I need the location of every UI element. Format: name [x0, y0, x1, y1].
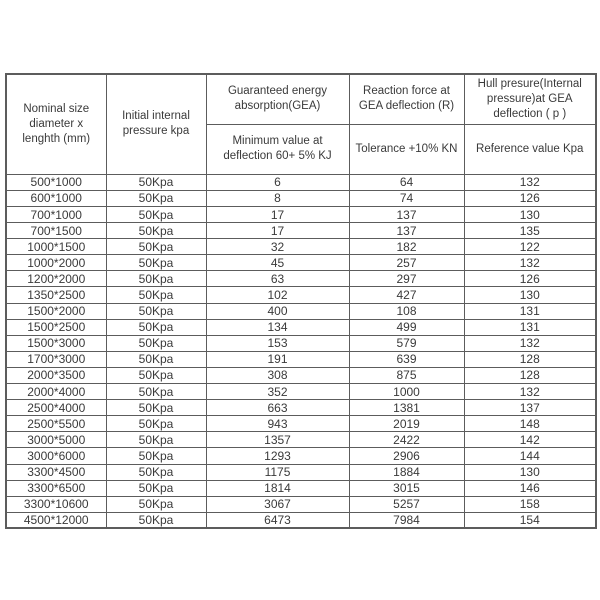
cell-gea-value: 63 [206, 271, 349, 287]
cell-reaction-force: 108 [349, 303, 464, 319]
cell-hull-pressure: 130 [464, 464, 596, 480]
cell-hull-pressure: 128 [464, 351, 596, 367]
cell-reaction-force: 875 [349, 367, 464, 383]
cell-gea-value: 1293 [206, 448, 349, 464]
cell-initial-pressure: 50Kpa [106, 303, 206, 319]
cell-hull-pressure: 146 [464, 480, 596, 496]
cell-hull-pressure: 131 [464, 319, 596, 335]
cell-reaction-force: 2422 [349, 432, 464, 448]
table-row [6, 400, 596, 416]
cell-initial-pressure: 50Kpa [106, 496, 206, 512]
cell-nominal-size: 700*1000 [6, 207, 106, 223]
table-row [6, 384, 596, 400]
header-nominal-size: Nominal size diameter x lenghth (mm) [6, 74, 106, 174]
cell-reaction-force: 64 [349, 174, 464, 190]
cell-initial-pressure: 50Kpa [106, 416, 206, 432]
cell-gea-value: 45 [206, 255, 349, 271]
cell-hull-pressure: 144 [464, 448, 596, 464]
fender-spec-table [5, 73, 597, 529]
cell-hull-pressure: 126 [464, 190, 596, 206]
cell-reaction-force: 1884 [349, 464, 464, 480]
cell-nominal-size: 2000*3500 [6, 367, 106, 383]
cell-gea-value: 8 [206, 190, 349, 206]
cell-hull-pressure: 131 [464, 303, 596, 319]
cell-reaction-force: 1381 [349, 400, 464, 416]
table-row [6, 271, 596, 287]
cell-nominal-size: 3300*10600 [6, 496, 106, 512]
cell-reaction-force: 137 [349, 223, 464, 239]
cell-nominal-size: 1000*1500 [6, 239, 106, 255]
cell-hull-pressure: 130 [464, 287, 596, 303]
table-row [6, 416, 596, 432]
header-reaction-tolerance: Tolerance +10% KN [349, 124, 464, 174]
cell-hull-pressure: 132 [464, 255, 596, 271]
cell-gea-value: 1814 [206, 480, 349, 496]
cell-nominal-size: 1200*2000 [6, 271, 106, 287]
cell-gea-value: 134 [206, 319, 349, 335]
cell-gea-value: 308 [206, 367, 349, 383]
cell-hull-pressure: 132 [464, 384, 596, 400]
cell-nominal-size: 500*1000 [6, 174, 106, 190]
cell-hull-pressure: 137 [464, 400, 596, 416]
cell-nominal-size: 1500*2000 [6, 303, 106, 319]
cell-reaction-force: 74 [349, 190, 464, 206]
cell-initial-pressure: 50Kpa [106, 400, 206, 416]
cell-reaction-force: 257 [349, 255, 464, 271]
cell-reaction-force: 137 [349, 207, 464, 223]
table-row [6, 319, 596, 335]
cell-gea-value: 352 [206, 384, 349, 400]
cell-gea-value: 1175 [206, 464, 349, 480]
cell-hull-pressure: 132 [464, 174, 596, 190]
cell-hull-pressure: 158 [464, 496, 596, 512]
table-row [6, 223, 596, 239]
cell-reaction-force: 427 [349, 287, 464, 303]
cell-gea-value: 17 [206, 223, 349, 239]
cell-reaction-force: 639 [349, 351, 464, 367]
header-hull-pressure: Hull presure(Internal pressure)at GEA deflection ( p ) [464, 74, 596, 124]
table-row [6, 255, 596, 271]
cell-initial-pressure: 50Kpa [106, 255, 206, 271]
cell-gea-value: 1357 [206, 432, 349, 448]
cell-initial-pressure: 50Kpa [106, 287, 206, 303]
cell-nominal-size: 1500*2500 [6, 319, 106, 335]
cell-nominal-size: 1500*3000 [6, 335, 106, 351]
header-row-top [6, 74, 596, 124]
cell-initial-pressure: 50Kpa [106, 384, 206, 400]
header-initial-pressure: Initial internal pressure kpa [106, 74, 206, 174]
cell-initial-pressure: 50Kpa [106, 239, 206, 255]
cell-gea-value: 663 [206, 400, 349, 416]
table-row [6, 303, 596, 319]
header-gea-minimum-value: Minimum value at deflection 60+ 5% KJ [206, 124, 349, 174]
cell-gea-value: 400 [206, 303, 349, 319]
cell-initial-pressure: 50Kpa [106, 335, 206, 351]
cell-reaction-force: 2019 [349, 416, 464, 432]
cell-gea-value: 3067 [206, 496, 349, 512]
cell-hull-pressure: 130 [464, 207, 596, 223]
cell-nominal-size: 3300*6500 [6, 480, 106, 496]
cell-gea-value: 943 [206, 416, 349, 432]
table-row [6, 448, 596, 464]
table-row [6, 335, 596, 351]
header-hull-reference-value: Reference value Kpa [464, 124, 596, 174]
table-row [6, 190, 596, 206]
cell-hull-pressure: 122 [464, 239, 596, 255]
cell-nominal-size: 600*1000 [6, 190, 106, 206]
cell-initial-pressure: 50Kpa [106, 174, 206, 190]
cell-hull-pressure: 126 [464, 271, 596, 287]
header-reaction-force: Reaction force at GEA deflection (R) [349, 74, 464, 124]
table-row [6, 207, 596, 223]
cell-reaction-force: 499 [349, 319, 464, 335]
cell-reaction-force: 5257 [349, 496, 464, 512]
cell-gea-value: 6 [206, 174, 349, 190]
header-gea: Guaranteed energy absorption(GEA) [206, 74, 349, 124]
table-row [6, 512, 596, 528]
cell-initial-pressure: 50Kpa [106, 190, 206, 206]
cell-hull-pressure: 154 [464, 512, 596, 528]
cell-nominal-size: 3300*4500 [6, 464, 106, 480]
cell-gea-value: 6473 [206, 512, 349, 528]
cell-initial-pressure: 50Kpa [106, 432, 206, 448]
cell-nominal-size: 1700*3000 [6, 351, 106, 367]
cell-nominal-size: 1000*2000 [6, 255, 106, 271]
cell-initial-pressure: 50Kpa [106, 223, 206, 239]
cell-initial-pressure: 50Kpa [106, 367, 206, 383]
cell-initial-pressure: 50Kpa [106, 512, 206, 528]
cell-gea-value: 102 [206, 287, 349, 303]
cell-gea-value: 191 [206, 351, 349, 367]
table-row [6, 496, 596, 512]
cell-reaction-force: 1000 [349, 384, 464, 400]
cell-initial-pressure: 50Kpa [106, 271, 206, 287]
table-row [6, 287, 596, 303]
cell-hull-pressure: 128 [464, 367, 596, 383]
cell-hull-pressure: 132 [464, 335, 596, 351]
cell-initial-pressure: 50Kpa [106, 207, 206, 223]
cell-gea-value: 153 [206, 335, 349, 351]
cell-initial-pressure: 50Kpa [106, 464, 206, 480]
cell-gea-value: 17 [206, 207, 349, 223]
cell-hull-pressure: 148 [464, 416, 596, 432]
cell-nominal-size: 2500*4000 [6, 400, 106, 416]
table-row [6, 351, 596, 367]
cell-nominal-size: 3000*6000 [6, 448, 106, 464]
table-row [6, 464, 596, 480]
cell-initial-pressure: 50Kpa [106, 480, 206, 496]
cell-initial-pressure: 50Kpa [106, 448, 206, 464]
cell-reaction-force: 2906 [349, 448, 464, 464]
table-row [6, 432, 596, 448]
cell-nominal-size: 700*1500 [6, 223, 106, 239]
cell-gea-value: 32 [206, 239, 349, 255]
cell-reaction-force: 579 [349, 335, 464, 351]
cell-reaction-force: 182 [349, 239, 464, 255]
cell-hull-pressure: 135 [464, 223, 596, 239]
cell-initial-pressure: 50Kpa [106, 351, 206, 367]
cell-nominal-size: 4500*12000 [6, 512, 106, 528]
cell-hull-pressure: 142 [464, 432, 596, 448]
cell-reaction-force: 7984 [349, 512, 464, 528]
cell-reaction-force: 297 [349, 271, 464, 287]
table-row [6, 480, 596, 496]
cell-nominal-size: 3000*5000 [6, 432, 106, 448]
table-row [6, 367, 596, 383]
cell-nominal-size: 2000*4000 [6, 384, 106, 400]
cell-initial-pressure: 50Kpa [106, 319, 206, 335]
cell-reaction-force: 3015 [349, 480, 464, 496]
table-row [6, 174, 596, 190]
cell-nominal-size: 1350*2500 [6, 287, 106, 303]
cell-nominal-size: 2500*5500 [6, 416, 106, 432]
table-row [6, 239, 596, 255]
